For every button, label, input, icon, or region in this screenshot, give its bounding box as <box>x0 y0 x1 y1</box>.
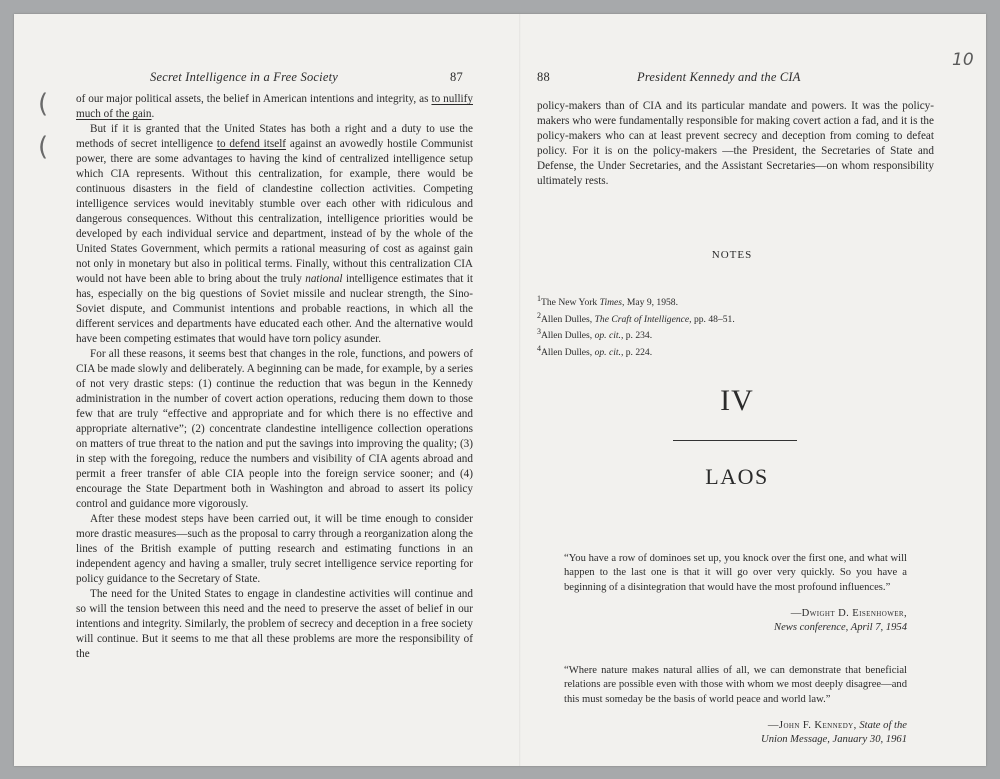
book-gutter <box>519 14 521 766</box>
chapter-divider <box>673 440 797 441</box>
notes-list <box>537 293 917 360</box>
epigraph-quote: “You have a row of dominoes set up, you knock over the first one, and what will happen to the last one is that it will go over very quickly. So you have a beginning of a disintegration that would have the most profound influences.” <box>564 553 907 593</box>
paragraph-1: of our major political assets, the belief in American intentions and integrity, as to nullify much of the gain. <box>76 93 473 120</box>
note-item: $^1$The New York Times, May 9, 1958. <box>537 294 678 309</box>
margin-bracket-mark: ( <box>38 132 49 162</box>
margin-bracket-mark: ( <box>38 89 49 119</box>
paragraph-4: After these modest steps have been carried out, it will be time enough to consider more drastic measures—such as the proposal to carry through a reorganization along the lines of the British example of putting research and estimating functions in an independent agency and having a smaller, truly secret intelligence service reporting for policy guidance to the Secretary of State. <box>76 513 473 585</box>
note-item: $^3$Allen Dulles, op. cit., p. 234. <box>537 327 653 342</box>
notes-heading: NOTES <box>711 249 753 261</box>
epigraph-quote: “Where nature makes natural allies of all, we can demonstrate that beneficial relations are possible even with those with whom we most deeply disagree—and this must someday be the basis of world peace and world law.” <box>564 665 907 705</box>
right-running-head <box>637 70 937 85</box>
note-item: $^2$Allen Dulles, The Craft of Intelligence, pp. 48–51. <box>537 310 735 325</box>
paragraph-3: For all these reasons, it seems best that changes in the role, functions, and powers of CIA be made slowly and deliberately. A beginning can be made, for example, by a series of not very drastic steps: (1) continue the reduction that was begun in the Kennedy administration in the number of covert action operations, reducing them down to those few that are truly “effective and appropriate and for which there is no effective and appropriate alternative”; (2) concentrate clandestine intelligence collection operations on matters of true threat to the nation and put the savings into improving the quality; (3) in step with the foregoing, reduce the numbers and visibility of CIA agents abroad and permit a freer transfer of able CIA people into the foreign service sooner; and (4) encourage the State Department both in Washington and abroad to assert its policy control and guidance more vigorously. <box>76 348 473 510</box>
paragraph-continued: policy-makers than of CIA and its particular mandate and powers. It was the policy-makers who were fundamentally responsible for making covert action a fad, and it is the policy-makers who can at least prevent secrecy and deception from coming to defeat policy. For it is on the policy-makers —the President, the Secretaries of State and Defense, the Under Secretaries, and the Assistant Secretaries—on whom responsibility ultimately rests. <box>537 100 934 187</box>
scanned-spread <box>14 14 986 766</box>
left-running-head-title: Secret Intelligence in a Free Society <box>150 70 338 84</box>
paragraph-2: But if it is granted that the United States has both a right and a duty to use the methods of secret intelligence to defend itself against an avowedly hostile Communist power, there are some advantages to having the kind of centralized intelligence setup which CIA represents. Without this centralization, for example, there would be continuous disasters in the field of clandestine collection activities. Competing intelligence services would inevitably stumble over each other with ridiculous and dangerous consequences. Without this centralization, intelligence priorities would be developed by each individual service and department, instead of by the whole of the United States Government, which permits a rational measuring of cost as against gain not only in monetary but also in political terms. Finally, without this centralization CIA would not have been able to bring about the truly national intelligence estimates that it has, especially on the big questions of Soviet missile and nuclear strength, the Sino-Soviet dispute, and Communist intentions and probable reactions, in which all the different services and departments have educated each other. And the alternative would have been competing estimates that would have torn policy asunder. <box>76 123 473 345</box>
epigraph-attribution: —Dwight D. Eisenhower, News conference, April 7, 1954 <box>774 608 907 634</box>
right-page-number: 88 <box>537 70 550 84</box>
note-item: $^4$Allen Dulles, op. cit., p. 224. <box>537 344 653 359</box>
left-body-text <box>76 92 473 662</box>
left-page-number: 87 <box>450 70 463 84</box>
pencil-page-annotation: 10 <box>952 50 974 70</box>
left-running-head <box>150 70 450 85</box>
right-running-head-title: President Kennedy and the CIA <box>637 70 801 84</box>
chapter-title: LAOS <box>705 464 769 489</box>
paragraph-5: The need for the United States to engage in clandestine activities will continue and so will the tension between this need and the need to preserve the asset of belief in our intentions and integrity. Similarly, the problem of secrecy and deception in a free society will continue. But it seems to me that all these problems are more the responsibility of the <box>76 588 473 660</box>
right-body-text <box>537 99 934 189</box>
epigraph-attribution: —John F. Kennedy, State of the Union Message, January 30, 1961 <box>761 720 907 746</box>
chapter-number: IV <box>720 384 754 417</box>
